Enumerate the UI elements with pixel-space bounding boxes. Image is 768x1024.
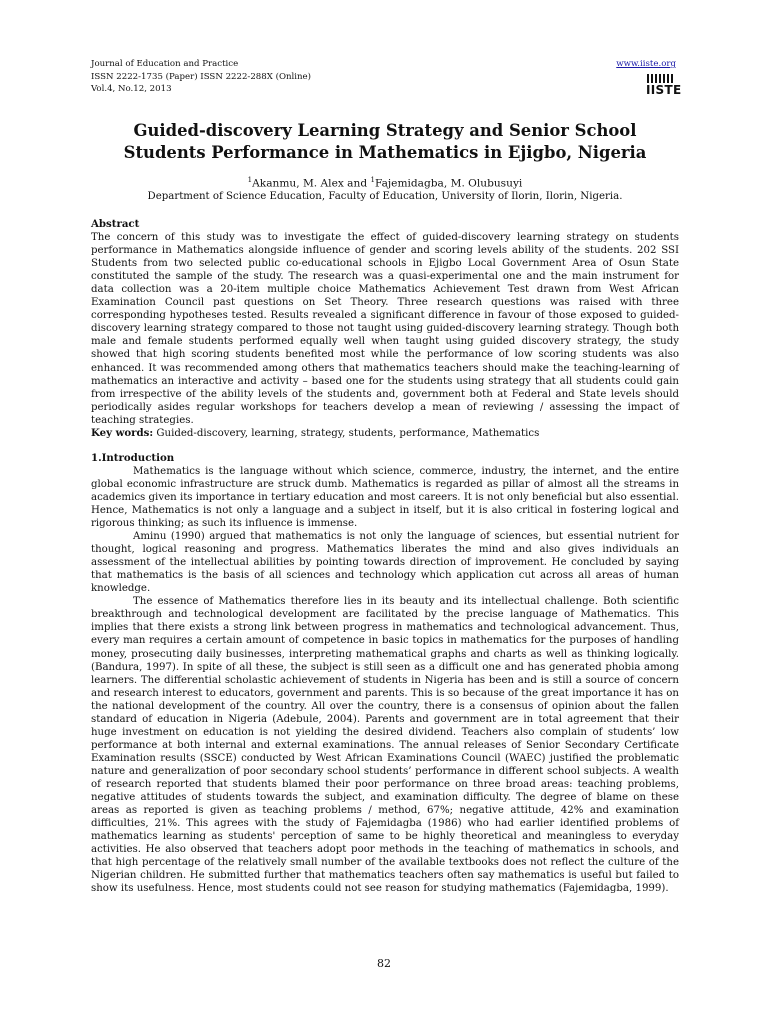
introduction-heading: 1.Introduction — [91, 451, 175, 464]
intro-paragraph-2: Aminu (1990) argued that mathematics is not only the language of sciences, but essential nutrient for thought, logical reasoning and progress. Mathematics liberates the mind and also gives individuals an assessment of the intellectual abilities by pointing towards direction of improvement. He concluded by saying that mathematics is the basis of all sciences and technology which application cut across all areas of human knowledge. — [91, 531, 679, 595]
abstract-text: The concern of this study was to investigate the effect of guided-discovery learning strategy on students performance in Mathematics alongside influence of gender and scoring levels ability of the students. 202 SSI Students from two selected public co-educational schools in Ejigbo Local Government Area of Osun State constituted the sample of the study. The research was a quasi-experimental one and the main instrument for data collection was a 20-item multiple choice Mathematics Achievement Test drawn from West African Examination Council past questions on Set Theory. Three research questions was raised with three corresponding hypotheses tested. Results revealed a significant difference in favour of those exposed to guided-discovery learning strategy compared to those not taught using guided-discovery learning strategy. Though both male and female students performed equally well when taught using guided discovery strategy, the study showed that high scoring students benefited most while the performance of low scoring students was also enhanced. It was recommended among others that mathematics teachers should make the teaching-learning of mathematics an interactive and activity – based one for the students using strategy that all students could gain from irrespective of the ability levels of the students and, government both at Federal and State levels should periodically asides regular workshops for teachers develop a mean of reviewing / assessing the impact of teaching strategies. — [91, 232, 679, 426]
paper-body — [91, 218, 679, 895]
abstract-heading: Abstract — [91, 218, 140, 230]
author-line — [90, 173, 680, 191]
keywords-line — [91, 427, 679, 440]
journal-url-link[interactable]: www.iiste.org — [616, 59, 676, 69]
affiliation: Department of Science Education, Faculty of Education, University of Ilorin, Ilorin, Nigeria. — [147, 191, 623, 202]
author1-name: Akanmu, M. Alex and — [252, 177, 371, 190]
journal-name: Journal of Education and Practice — [91, 59, 239, 69]
author2-name: Fajemidagba, M. Olubusuyi — [374, 177, 523, 190]
intro-paragraph-1: Mathematics is the language without which science, commerce, industry, the internet, and the entire global economic infrastructure are struck dumb. Mathematics is regarded as pillar of almost all the streams in academics given its importance in tertiary education and most careers. It is not only beneficial but also essential. Hence, Mathematics is not only a language and a subject in itself, but it is also critical in fostering logical and rigorous thinking; as such its influence is immense. — [91, 465, 679, 530]
issn-line: ISSN 2222-1735 (Paper) ISSN 2222-288X (Online) — [91, 71, 311, 82]
paper-title: Guided-discovery Learning Strategy and Senior School Students Performance in Mathematics in Ejigbo, Nigeria — [123, 121, 647, 162]
journal-header — [91, 58, 311, 96]
keywords-label: Key words: — [91, 426, 154, 439]
iiste-logo — [646, 74, 682, 98]
logo-bars — [647, 74, 675, 83]
page-number: 82 — [377, 957, 391, 970]
journal-brand — [616, 58, 682, 102]
logo-text: IISTE — [646, 83, 682, 97]
intro-paragraph-3: The essence of Mathematics therefore lies in its beauty and its intellectual challenge. Both scientific breakthrough and technological development are facilitated by the precise language of Mathematics. This implies that there exists a strong link between progress in mathematics and technological advancement. Thus, every man requires a certain amount of competence in basic topics in mathematics for the purposes of handling money, prosecuting daily businesses, interpreting mathematical graphs and charts as well as thinking logically. (Bandura, 1997). In spite of all these, the subject is still seen as a difficult one and has generated phobia among learners. The differential scholastic achievement of students in Nigeria has been and is still a source of concern and research interest to educators, government and parents. This is so because of the great importance it has on the national development of the country. All over the country, there is a consensus of opinion about the fallen standard of education in Nigeria (Adebule, 2004). Parents and government are in total agreement that their huge investment on education is not yielding the desired dividend. Teachers also complain of students’ low performance at both internal and external examinations. The annual releases of Senior Secondary Certificate Examination results (SSCE) conducted by West African Examinations Council (WAEC) justified the problematic nature and generalization of poor secondary school students’ performance in different school subjects. A wealth of research reported that students blamed their poor performance on three broad areas: teaching problems, negative attitudes of students towards the subject, and examination difficulty. The degree of blame on these areas as reported is given as teaching problems / method, 67%; negative attitude, 42% and examination difficulties, 21%. This agrees with the study of Fajemidagba (1986) who had earlier identified problems of mathematics learning as students' perception of same to be highly theoretical and meaningless to everyday activities. He also observed that teachers adopt poor methods in the teaching of mathematics in schools, and that high percentage of the relatively small number of the available textbooks does not reflect the culture of the Nigerian children. He submitted further that mathematics teachers often say mathematics is useful but failed to show its usefulness. Hence, most students could not see reason for studying mathematics (Fajemidagba, 1999). — [91, 596, 679, 895]
keywords-text: Guided-discovery, learning, strategy, students, performance, Mathematics — [153, 427, 540, 439]
author2-superscript: 1 — [370, 176, 375, 184]
volume-line: Vol.4, No.12, 2013 — [91, 84, 172, 94]
author1-superscript: 1 — [247, 176, 253, 184]
